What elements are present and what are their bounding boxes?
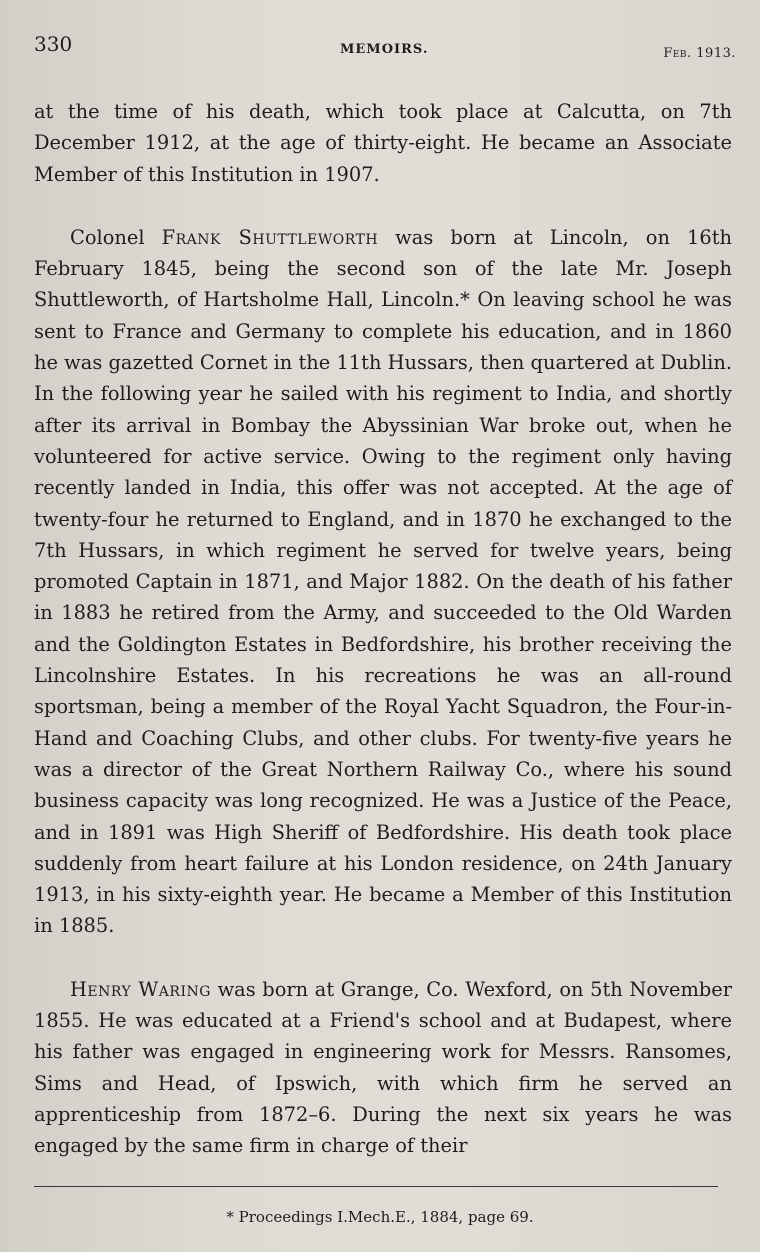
footnote-divider	[34, 1186, 718, 1187]
paragraph-continuation	[34, 96, 732, 190]
header-date: Feb. 1913.	[663, 46, 736, 61]
paragraph-text: was born at Lincoln, on 16th February 1845, being the second son of the late Mr. Joseph Shuttleworth, of Hartsholme Hall, Lincoln.* On leaving school he was sent to France and Germany to complete his education, and in 1860 he was gazetted Cornet in the 11th Hussars, then quartered at Dublin. In the following year he sailed with his regiment to India, and shortly after its arrival in Bombay the Abyssinian War broke out, when he volunteered for active service. Owing to the regiment only having recently landed in India, this offer was not accepted. At the age of twenty-four he returned to England, and in 1870 he exchanged to the 7th Hussars, in which regiment he served for twelve years, being promoted Captain in 1871, and Major 1882. On the death of his father in 1883 he retired from the Army, and succeeded to the Old Warden and the Goldington Estates in Bedfordshire, his brother receiving the Lincolnshire Estates. In his recreations he was an all-round sportsman, being a member of the Royal Yacht Squadron, the Four-in-Hand and Coaching Clubs, and other clubs. For twenty-five years he was a director of the Great Northern Railway Co., where his sound business capacity was long recognized. He was a Justice of the Peace, and in 1891 was High Sheriff of Bedfordshire. His death took place suddenly from heart failure at his London residence, on 24th January 1913, in his sixty-eighth year. He became a Member of this Institution in 1885.	[34, 225, 733, 938]
page-header	[34, 30, 736, 74]
paragraph-text: at the time of his death, which took place at Calcutta, on 7th December 1912, at the age of thirty-eight. He became an Associate Member of this Institution in 1907.	[34, 100, 732, 186]
page-number: 330	[34, 32, 73, 56]
memoir-text	[34, 96, 732, 1162]
running-title: MEMOIRS.	[340, 42, 429, 57]
paragraph-frank-shuttleworth	[34, 222, 732, 942]
footnote: * Proceedings I.Mech.E., 1884, page 69.	[226, 1208, 534, 1226]
paragraph-text: was born at Grange, Co. Wexford, on 5th November 1855. He was educated at a Friend's school and at Budapest, where his father was engaged in engineering work for Messrs. Ransomes, Sims and Head, of Ipswich, with which firm he served an apprenticeship from 1872–6. During the next six years he was engaged by the same firm in charge of their	[34, 977, 732, 1158]
person-name: Henry Waring	[70, 977, 211, 1001]
paragraph-lead: Colonel	[70, 225, 145, 249]
paragraph-henry-waring	[34, 974, 732, 1162]
person-name: Frank Shuttleworth	[161, 225, 379, 249]
